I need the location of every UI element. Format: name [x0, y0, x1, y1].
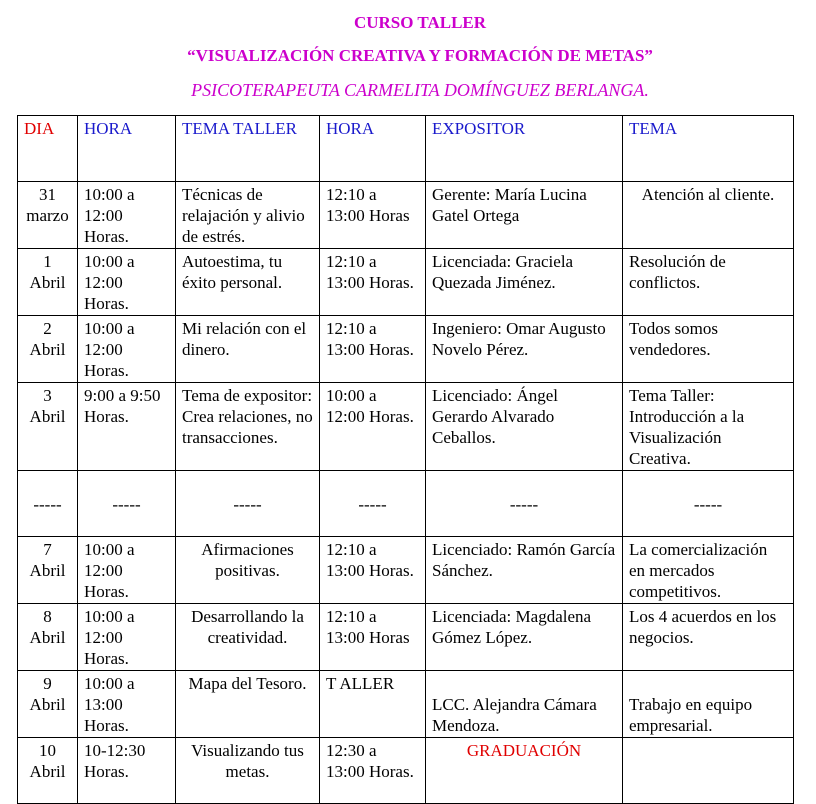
cell-hora-2: 12:10 a 13:00 Horas. [320, 249, 426, 316]
schedule-table [17, 115, 794, 804]
cell-tema: Resolución de conflictos. [623, 249, 794, 316]
cell-tema-taller: Desarrollando la creatividad. [176, 604, 320, 671]
cell-expositor: Gerente: María Lucina Gatel Ortega [426, 182, 623, 249]
cell-hora: 10:00 a 13:00 Horas. [78, 671, 176, 738]
table-row [18, 604, 794, 671]
cell-tema-taller: Tema de expositor: Crea relaciones, no transacciones. [176, 383, 320, 471]
table-header-row [18, 116, 794, 182]
cell-hora-2: 12:10 a 13:00 Horas [320, 604, 426, 671]
cell-hora: 10:00 a 12:00 Horas. [78, 537, 176, 604]
cell-hora-2: 12:10 a 13:00 Horas. [320, 537, 426, 604]
cell-hora: 10:00 a 12:00 Horas. [78, 249, 176, 316]
cell-tema [623, 738, 794, 804]
cell-hora: ----- [78, 471, 176, 537]
instructor-name: PSICOTERAPEUTA CARMELITA DOMÍNGUEZ BERLANGA. [191, 80, 649, 100]
cell-hora: 10:00 a 12:00 Horas. [78, 316, 176, 383]
header-hora: HORA [78, 116, 176, 182]
cell-tema-taller: Técnicas de relajación y alivio de estrés. [176, 182, 320, 249]
cell-expositor: Licenciada: Graciela Quezada Jiménez. [426, 249, 623, 316]
cell-hora: 10:00 a 12:00 Horas. [78, 604, 176, 671]
cell-dia: 3 Abril [18, 383, 78, 471]
cell-dia: 10 Abril [18, 738, 78, 804]
cell-tema: ----- [623, 471, 794, 537]
table-row-separator [18, 471, 794, 537]
cell-dia: 1 Abril [18, 249, 78, 316]
cell-hora-2: 10:00 a 12:00 Horas. [320, 383, 426, 471]
header-tema-taller: TEMA TALLER [176, 116, 320, 182]
cell-hora: 9:00 a 9:50 Horas. [78, 383, 176, 471]
table-row [18, 316, 794, 383]
cell-tema: Tema Taller: Introducción a la Visualización Creativa. [623, 383, 794, 471]
cell-hora-2: 12:30 a 13:00 Horas. [320, 738, 426, 804]
cell-tema: Trabajo en equipo empresarial. [623, 671, 794, 738]
cell-tema-taller: Autoestima, tu éxito personal. [176, 249, 320, 316]
cell-dia: 9 Abril [18, 671, 78, 738]
cell-expositor-graduacion: GRADUACIÓN [426, 738, 623, 804]
table-row [18, 182, 794, 249]
course-subtitle: “VISUALIZACIÓN CREATIVA Y FORMACIÓN DE METAS” [187, 46, 653, 65]
cell-hora: 10-12:30 Horas. [78, 738, 176, 804]
cell-tema-taller: Afirmaciones positivas. [176, 537, 320, 604]
cell-tema: Todos somos vendedores. [623, 316, 794, 383]
header-dia: DIA [18, 116, 78, 182]
cell-dia: 8 Abril [18, 604, 78, 671]
cell-expositor: Licenciada: Magdalena Gómez López. [426, 604, 623, 671]
table-row [18, 671, 794, 738]
cell-dia: ----- [18, 471, 78, 537]
cell-tema-taller: Visualizando tus metas. [176, 738, 320, 804]
course-title: CURSO TALLER [353, 13, 487, 32]
cell-hora-2: T ALLER [320, 671, 426, 738]
header-expositor: EXPOSITOR [426, 116, 623, 182]
cell-dia: 2 Abril [18, 316, 78, 383]
table-row [18, 249, 794, 316]
cell-tema: La comercialización en mercados competitivos. [623, 537, 794, 604]
cell-tema-taller: Mapa del Tesoro. [176, 671, 320, 738]
cell-tema-taller: Mi relación con el dinero. [176, 316, 320, 383]
table-row [18, 383, 794, 471]
cell-dia: 7 Abril [18, 537, 78, 604]
cell-hora-2: ----- [320, 471, 426, 537]
cell-expositor: Ingeniero: Omar Augusto Novelo Pérez. [426, 316, 623, 383]
cell-expositor: Licenciado: Ángel Gerardo Alvarado Ceballos. [426, 383, 623, 471]
cell-dia: 31 marzo [18, 182, 78, 249]
cell-tema: Atención al cliente. [623, 182, 794, 249]
table-row [18, 537, 794, 604]
cell-hora-2: 12:10 a 13:00 Horas [320, 182, 426, 249]
cell-hora: 10:00 a 12:00 Horas. [78, 182, 176, 249]
cell-expositor: Licenciado: Ramón García Sánchez. [426, 537, 623, 604]
cell-tema-taller: ----- [176, 471, 320, 537]
cell-expositor: LCC. Alejandra Cámara Mendoza. [426, 671, 623, 738]
cell-hora-2: 12:10 a 13:00 Horas. [320, 316, 426, 383]
cell-expositor: ----- [426, 471, 623, 537]
header-tema: TEMA [623, 116, 794, 182]
table-row [18, 738, 794, 804]
header-hora-2: HORA [320, 116, 426, 182]
cell-tema: Los 4 acuerdos en los negocios. [623, 604, 794, 671]
